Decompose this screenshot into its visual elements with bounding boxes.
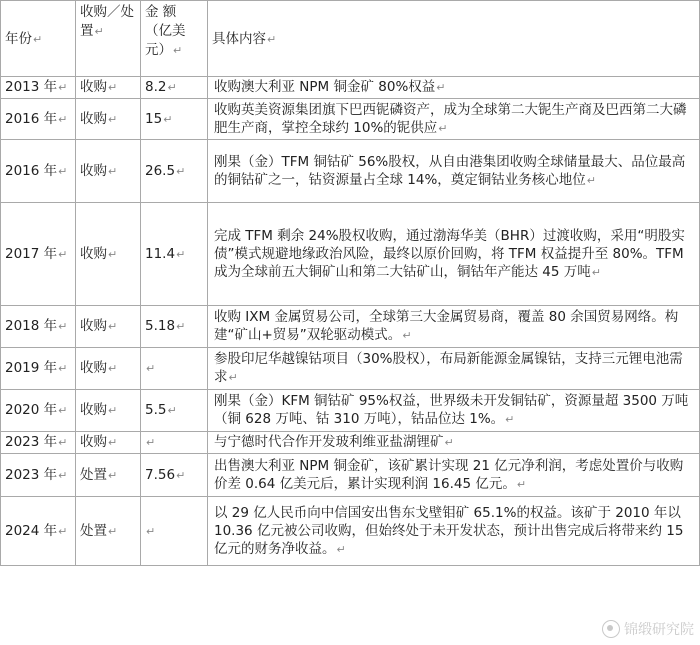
cell-action: 收购↵ <box>76 140 141 203</box>
cell-amount: 11.4↵ <box>141 203 208 306</box>
cell-action: 收购↵ <box>76 99 141 140</box>
cell-year: 2024 年↵ <box>1 497 76 566</box>
cell-action: 处置↵ <box>76 497 141 566</box>
cell-amount: 15↵ <box>141 99 208 140</box>
table-row <box>1 203 700 306</box>
cell-content: 参股印尼华越镍钴项目（30%股权），布局新能源金属镍钴，支持三元锂电池需求↵ <box>208 348 700 390</box>
table-row <box>1 348 700 390</box>
cell-action: 收购↵ <box>76 77 141 99</box>
cell-content: 出售澳大利亚 NPM 铜金矿，该矿累计实现 21 亿元净利润，考虑处置价与收购价差 0.64 亿美元后，累计实现利润 16.45 亿元。↵ <box>208 454 700 497</box>
header-content: 具体内容↵ <box>208 1 700 77</box>
cell-content: 完成 TFM 剩余 24%股权收购，通过渤海华美（BHR）过渡收购，采用“明股实债”模式规避地缘政治风险，最终以原价回购，将 TFM 权益提升至 80%。TFM 成为全球前五大铜矿山和第二大钴矿山，铜钴年产能达 45 万吨↵ <box>208 203 700 306</box>
header-amount: 金 额（亿美元）↵ <box>141 1 208 77</box>
cell-year: 2018 年↵ <box>1 306 76 348</box>
table-header-row <box>1 1 700 77</box>
table-row <box>1 390 700 432</box>
cell-year: 2019 年↵ <box>1 348 76 390</box>
table-row <box>1 99 700 140</box>
cell-content: 刚果（金）TFM 铜钴矿 56%股权，从自由港集团收购全球储量最大、品位最高的铜钴矿之一，钴资源量占全球 14%，奠定铜钴业务核心地位↵ <box>208 140 700 203</box>
cell-year: 2020 年↵ <box>1 390 76 432</box>
cell-amount: 5.18↵ <box>141 306 208 348</box>
table-row <box>1 306 700 348</box>
header-action: 收购／处置↵ <box>76 1 141 77</box>
cell-year: 2023 年↵ <box>1 454 76 497</box>
cell-action: 收购↵ <box>76 432 141 454</box>
cell-amount: ↵ <box>141 497 208 566</box>
table-row <box>1 497 700 566</box>
cell-year: 2013 年↵ <box>1 77 76 99</box>
cell-amount: ↵ <box>141 432 208 454</box>
cell-year: 2023 年↵ <box>1 432 76 454</box>
cell-year: 2017 年↵ <box>1 203 76 306</box>
cell-amount: ↵ <box>141 348 208 390</box>
cell-content: 收购 IXM 金属贸易公司，全球第三大金属贸易商，覆盖 80 余国贸易网络。构建“矿山+贸易”双轮驱动模式。↵ <box>208 306 700 348</box>
cell-year: 2016 年↵ <box>1 140 76 203</box>
cell-action: 收购↵ <box>76 390 141 432</box>
cell-action: 收购↵ <box>76 203 141 306</box>
table-row <box>1 454 700 497</box>
cell-amount: 7.56↵ <box>141 454 208 497</box>
cell-amount: 26.5↵ <box>141 140 208 203</box>
watermark: 锦缎研究院 <box>602 619 694 639</box>
cell-action: 收购↵ <box>76 348 141 390</box>
cell-content: 与宁德时代合作开发玻利维亚盐湖锂矿↵ <box>208 432 700 454</box>
cell-content: 收购澳大利亚 NPM 铜金矿 80%权益↵ <box>208 77 700 99</box>
cell-year: 2016 年↵ <box>1 99 76 140</box>
table-row <box>1 140 700 203</box>
cell-content: 刚果（金）KFM 铜钴矿 95%权益，世界级未开发铜钴矿，资源量超 3500 万吨（铜 628 万吨、钴 310 万吨），钴品位达 1%。↵ <box>208 390 700 432</box>
cell-action: 收购↵ <box>76 306 141 348</box>
table-row <box>1 432 700 454</box>
cell-content: 以 29 亿人民币向中信国安出售东戈壁钼矿 65.1%的权益。该矿于 2010 年以 10.36 亿元被公司收购，但始终处于未开发状态，预计出售完成后将带来约 15 亿元的财务净收益。↵ <box>208 497 700 566</box>
cell-content: 收购英美资源集团旗下巴西铌磷资产，成为全球第二大铌生产商及巴西第二大磷肥生产商，掌控全球约 10%的铌供应↵ <box>208 99 700 140</box>
table-row <box>1 77 700 99</box>
header-year: 年份↵ <box>1 1 76 77</box>
cell-amount: 8.2↵ <box>141 77 208 99</box>
watermark-logo-icon <box>602 620 620 638</box>
cell-amount: 5.5↵ <box>141 390 208 432</box>
cell-action: 处置↵ <box>76 454 141 497</box>
